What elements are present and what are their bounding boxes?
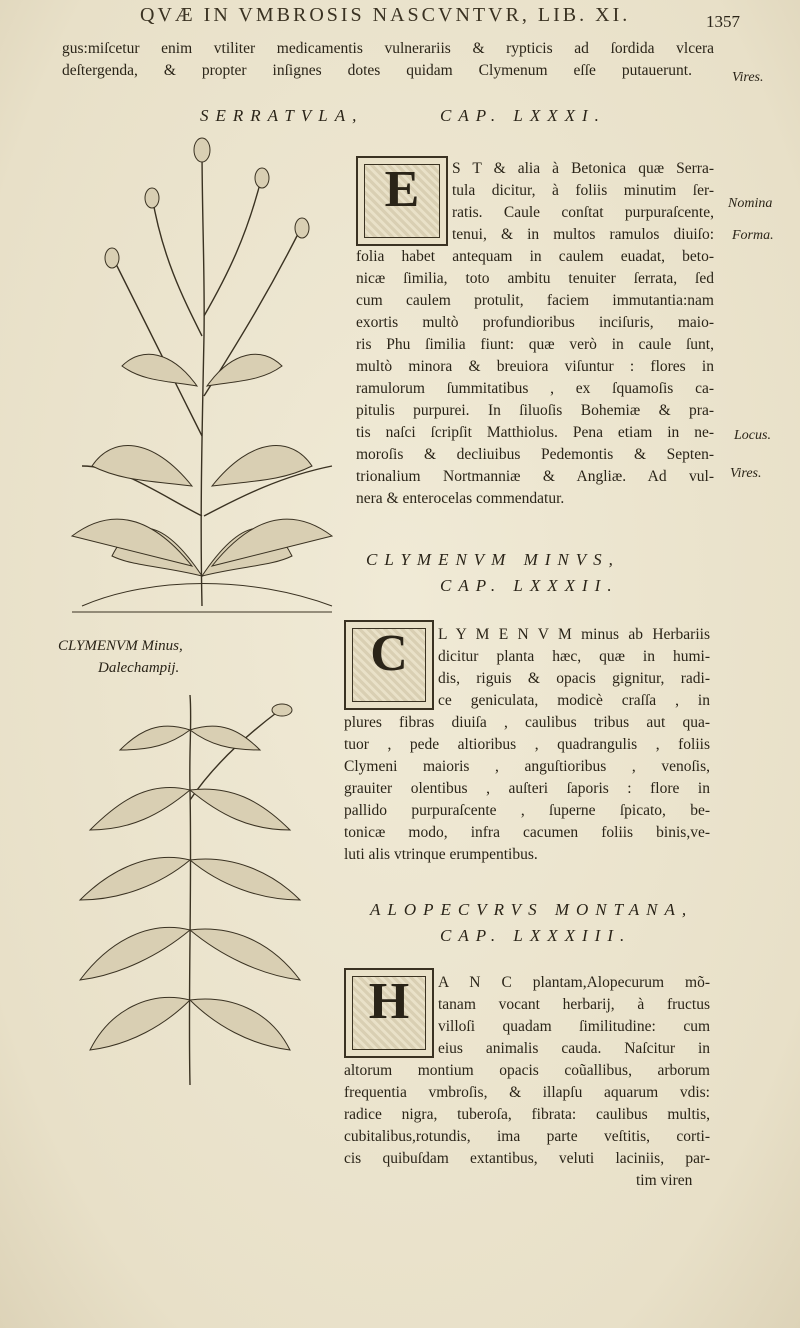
running-title: QVÆ IN VMBROSIS NASCVNTVR, LIB. XI.: [140, 4, 631, 26]
page-number: 1357: [706, 12, 740, 31]
text-line: tuor , pede altioribus , quadrangulis , foliis: [344, 736, 710, 753]
text-line: altorum montium opacis coũallibus, arborum: [344, 1062, 710, 1079]
text-line: trionalium Nortmanniæ & Angliæ. Ad vul-: [356, 468, 714, 485]
text-line: nera & enterocelas commendatur.: [356, 490, 565, 507]
text-line: villoſi quadam ſimilitudine: cum: [438, 1018, 710, 1035]
text-line: pitulis purpurei. In ſiluoſis Bohemiæ & pra-: [356, 402, 714, 419]
text-line: Clymeni maioris , anguſtioribus , venoſis,: [344, 758, 710, 775]
decorated-initial-h: H: [344, 968, 434, 1058]
text-line: cum caulem protulit, faciem immutantia:nam: [356, 292, 714, 309]
text-line: radice nigra, tuberoſa, fibrata: caulibus multis,: [344, 1106, 710, 1123]
text-line: A N C plantam,Alopecurum mõ-: [438, 974, 710, 991]
text-line: eius animalis cauda. Naſcitur in: [438, 1040, 710, 1057]
chapter-title-serratula: SERRATVLA,: [200, 106, 364, 125]
chapter-number-serratula: CAP. LXXXI.: [440, 106, 606, 125]
text-line: frequentia vmbroſis, & illapſu aquarum vdis:: [344, 1084, 710, 1101]
text-line: tanam vocant herbarij, à fructus: [438, 996, 710, 1013]
margin-note-locus: Locus.: [734, 428, 771, 443]
figure-caption-clymenum: CLYMENVM Minus,: [58, 638, 183, 654]
figure-caption-author: Dalechampij.: [98, 660, 180, 676]
intro-line: gus:miſcetur enim vtiliter medicamentis vulnerariis & rypticis ad ſordida vlcera: [62, 40, 714, 57]
decorated-initial-c: C: [344, 620, 434, 710]
text-line: ris Phu ſimilia fiunt: quæ verò in caule ſunt,: [356, 336, 714, 353]
serratula-illustration: [52, 136, 352, 616]
chapter-number-clymenum: CAP. LXXXII.: [440, 576, 619, 595]
margin-note-vires: Vires.: [732, 70, 764, 85]
text-line: cis quibuſdam extantibus, veluti laciniis, par-: [344, 1150, 710, 1167]
text-line: plures fibras diuiſa , caulibus tribus aut qua-: [344, 714, 710, 731]
chapter-number-alopecurus: CAP. LXXXIII.: [440, 926, 632, 945]
text-line: tim viren: [636, 1172, 693, 1189]
text-line: L Y M E N V M minus ab Herbariis: [438, 626, 710, 643]
text-line: tula dicitur, à foliis minutim ſer-: [452, 182, 714, 199]
margin-note-nomina: Nomina: [728, 196, 773, 211]
chapter-title-clymenum: CLYMENVM MINVS,: [366, 550, 620, 569]
text-line: ratis. Caule conſtat purpuraſcente,: [452, 204, 714, 221]
text-line: tis naſci ſcripſit Matthiolus. Pena etiam in ne-: [356, 424, 714, 441]
text-line: nicæ ſimilia, toto ambitu tenuiter ſerrata, ſed: [356, 270, 714, 287]
text-line: multò minora & breuiora viſuntur : flores in: [356, 358, 714, 375]
margin-note-forma: Forma.: [732, 228, 774, 243]
intro-line: deſtergenda, & propter inſignes dotes quidam Clymenum eſſe putauerunt.: [62, 62, 692, 79]
text-line: dicitur planta hæc, quæ in humi-: [438, 648, 710, 665]
text-line: S T & alia à Betonica quæ Serra-: [452, 160, 714, 177]
decorated-initial-e: E: [356, 156, 448, 246]
text-line: folia habet antequam in caulem euadat, beto-: [356, 248, 714, 265]
text-line: grauiter olentibus , auſteri ſaporis : flore in: [344, 780, 710, 797]
margin-note-vires: Vires.: [730, 466, 762, 481]
clymenum-illustration: [60, 690, 320, 1090]
text-line: moroſis & decliuibus Pedemontis & Septen-: [356, 446, 714, 463]
text-line: dis, riguis & opacis gignitur, radi-: [438, 670, 710, 687]
text-line: tonicæ modo, infra cacumen foliis binis,ve-: [344, 824, 710, 841]
text-line: exortis multò profundioribus inciſuris, maio-: [356, 314, 714, 331]
text-line: pallido purpuraſcente , ſuperne ſpicato, be-: [344, 802, 710, 819]
chapter-title-alopecurus: ALOPECVRVS MONTANA,: [370, 900, 694, 919]
text-line: luti alis vtrinque erumpentibus.: [344, 846, 538, 863]
text-line: cubitalibus,rotundis, ima parte veſtitis, corti-: [344, 1128, 710, 1145]
text-line: ce geniculata, modicè craſſa , in: [438, 692, 710, 709]
text-line: ramulorum ſummitatibus , ex ſquamoſis ca-: [356, 380, 714, 397]
text-line: tenui, & in multos ramulos diuiſo:: [452, 226, 714, 243]
